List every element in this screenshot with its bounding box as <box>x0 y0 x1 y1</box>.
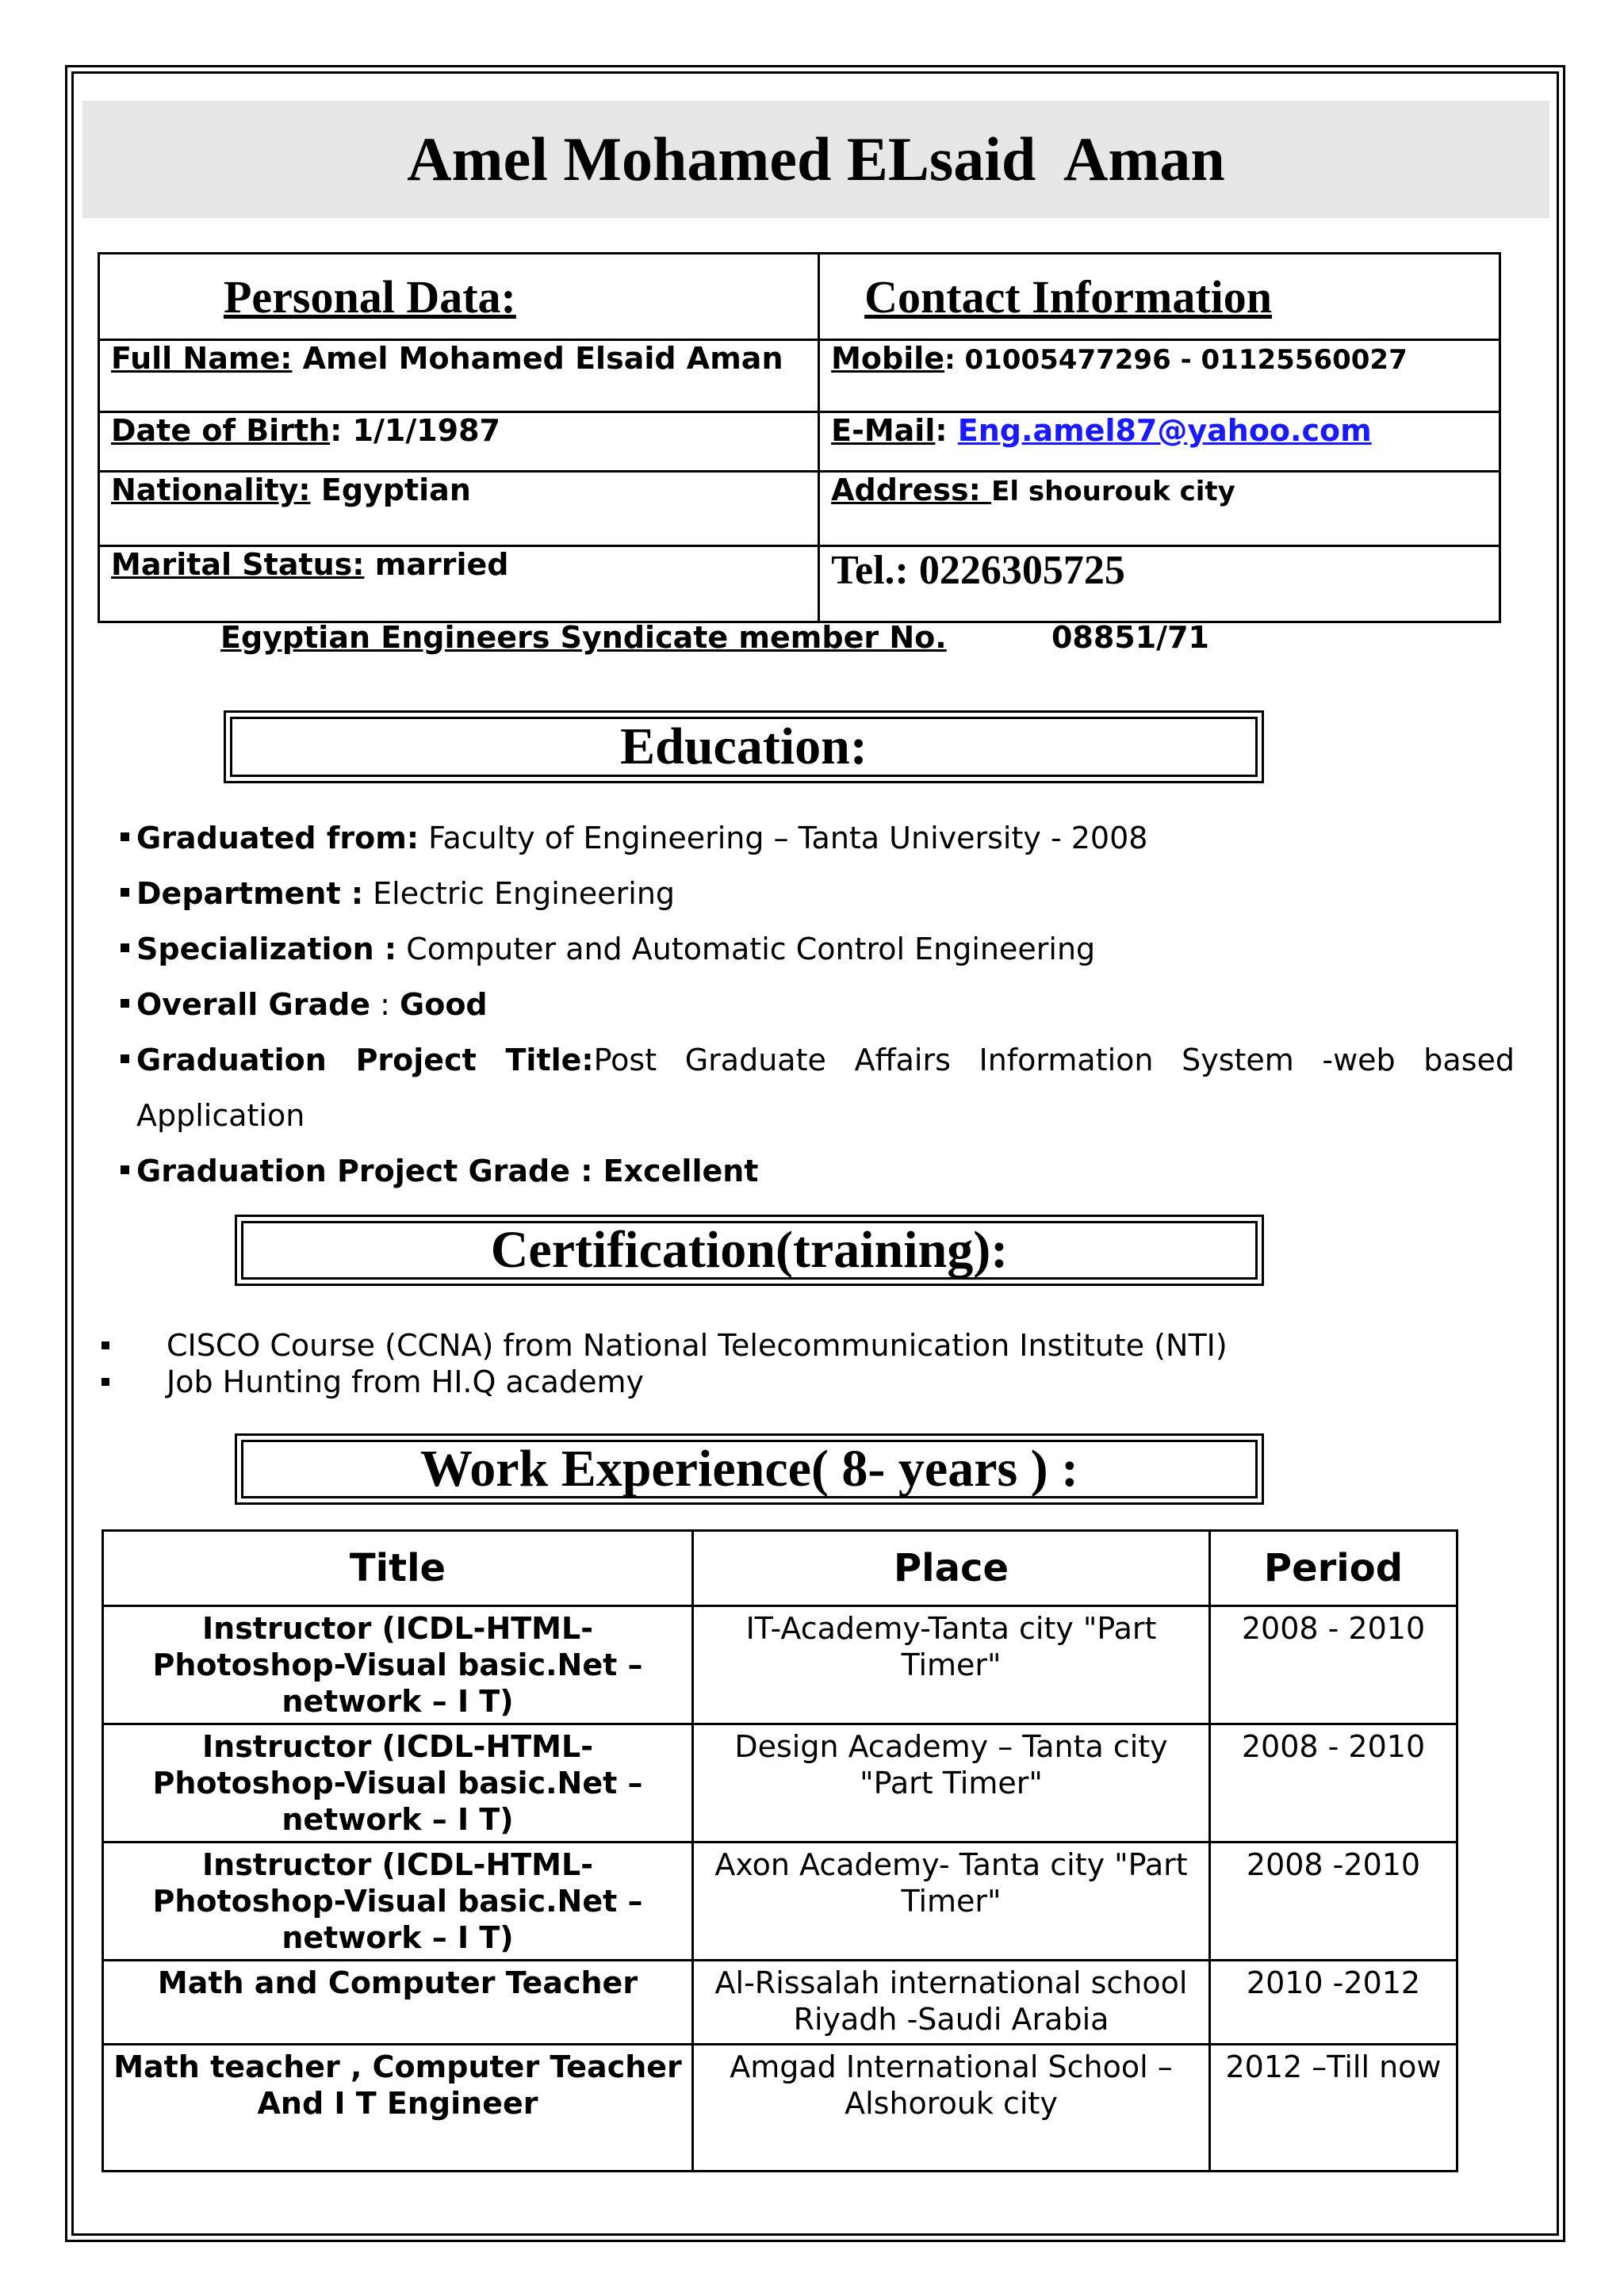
certification-heading: Certification(training): <box>241 1221 1258 1280</box>
table-row <box>103 1606 1457 1724</box>
address-value: El shourouk city <box>991 476 1235 507</box>
list-item: Department : Electric Engineering <box>119 866 1515 921</box>
list-item: Specialization : Computer and Automatic Control Engineering <box>119 921 1515 977</box>
education-list <box>119 810 1515 1199</box>
name-banner <box>82 101 1549 218</box>
dob-value: : 1/1/1987 <box>330 413 500 448</box>
list-item: Job Hunting from HI.Q academy <box>98 1364 1228 1400</box>
list-item: Overall Grade : Good <box>119 977 1515 1032</box>
mobile-label: Mobile <box>831 341 945 376</box>
list-item: Graduation Project Grade : Excellent <box>119 1143 1515 1199</box>
job-place: Amgad International School – Alshorouk city <box>693 2045 1210 2172</box>
list-item: Graduated from: Faculty of Engineering – Tanta University - 2008 <box>119 810 1515 866</box>
contact-info-heading: Contact Information <box>864 270 1273 323</box>
table-row <box>103 1961 1457 2045</box>
mobile-value: : 01005477296 - 01125560027 <box>944 344 1408 376</box>
syndicate-number: 08851/71 <box>1051 620 1209 655</box>
education-heading-box <box>224 710 1264 783</box>
nationality-value: Egyptian <box>310 473 471 507</box>
work-heading: Work Experience( 8- years ) : <box>241 1440 1258 1498</box>
table-row <box>103 1724 1457 1843</box>
email-link[interactable]: Eng.amel87@yahoo.com <box>957 413 1372 448</box>
job-period: 2008 -2010 <box>1210 1843 1457 1961</box>
job-title: Instructor (ICDL-HTML-Photoshop-Visual basic.Net – network – I T) <box>103 1724 693 1843</box>
table-row <box>103 2045 1457 2172</box>
job-period: 2012 –Till now <box>1210 2045 1457 2172</box>
syndicate-line <box>220 620 1209 655</box>
table-row <box>103 1843 1457 1961</box>
dob-label: Date of Birth <box>111 413 331 448</box>
nationality-label: Nationality: <box>111 473 311 507</box>
column-header: Period <box>1210 1531 1457 1606</box>
personal-contact-table <box>98 252 1501 623</box>
column-header: Title <box>103 1531 693 1606</box>
job-period: 2008 - 2010 <box>1210 1606 1457 1724</box>
email-separator: : <box>935 413 958 448</box>
marital-label: Marital Status: <box>111 547 365 582</box>
full-name-label: Full Name: <box>111 341 293 376</box>
education-heading: Education: <box>230 717 1258 777</box>
job-place: Al-Rissalah international school Riyadh -Saudi Arabia <box>693 1961 1210 2045</box>
column-header: Place <box>693 1531 1210 1606</box>
marital-value: married <box>364 547 509 582</box>
email-label: E-Mail <box>831 413 936 448</box>
work-heading-box <box>235 1433 1264 1505</box>
job-period: 2010 -2012 <box>1210 1961 1457 2045</box>
job-period: 2008 - 2010 <box>1210 1724 1457 1843</box>
address-label: Address: <box>831 473 992 507</box>
certification-list <box>98 1327 1228 1400</box>
work-experience-table <box>102 1529 1458 2172</box>
syndicate-label: Egyptian Engineers Syndicate member No. <box>220 620 947 655</box>
job-place: Design Academy – Tanta city "Part Timer" <box>693 1724 1210 1843</box>
personal-data-heading: Personal Data: <box>224 270 516 323</box>
full-name-value: Amel Mohamed Elsaid Aman <box>292 341 783 376</box>
job-place: IT-Academy-Tanta city "Part Timer" <box>693 1606 1210 1724</box>
job-title: Instructor (ICDL-HTML-Photoshop-Visual basic.Net – network – I T) <box>103 1843 693 1961</box>
applicant-name: Amel Mohamed ELsaid Aman <box>407 124 1225 193</box>
job-place: Axon Academy- Tanta city "Part Timer" <box>693 1843 1210 1961</box>
job-title: Instructor (ICDL-HTML-Photoshop-Visual basic.Net – network – I T) <box>103 1606 693 1724</box>
job-title: Math and Computer Teacher <box>103 1961 693 2045</box>
telephone: Tel.: 0226305725 <box>831 548 1125 593</box>
list-item: CISCO Course (CCNA) from National Telecommunication Institute (NTI) <box>98 1327 1228 1364</box>
list-item: Graduation Project Title:Post Graduate Affairs Information System -web based Application <box>119 1032 1515 1143</box>
job-title: Math teacher , Computer Teacher And I T Engineer <box>103 2045 693 2172</box>
certification-heading-box <box>235 1215 1264 1286</box>
